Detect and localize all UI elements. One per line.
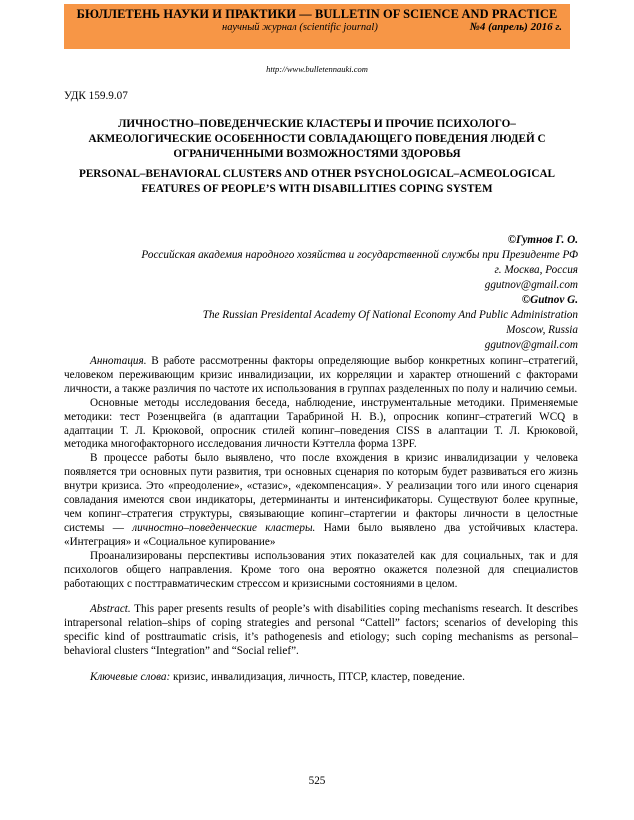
abstract-en-paragraph	[64, 603, 578, 659]
article-body	[64, 355, 578, 685]
author-city-en: Moscow, Russia	[506, 324, 578, 336]
results-italic: личностно–поведенческие кластеры.	[132, 521, 316, 534]
page-number: 525	[308, 775, 326, 787]
issue-number: №4 (апрель) 2016 г.	[469, 21, 562, 33]
abstract-ru-paragraph	[64, 355, 578, 397]
keywords-text: кризис, инвалидизация, личность, ПТСР, кластер, поведение.	[170, 671, 465, 684]
author-email-en[interactable]: ggutnov@gmail.com	[484, 339, 578, 351]
article-title-en: PERSONAL–BEHAVIORAL CLUSTERS AND OTHER PSYCHOLOGICAL–ACMEOLOGICAL FEATURES OF PEOPLE’S WITH DISABILLITIES COPING SYSTEM	[79, 168, 555, 195]
perspectives-paragraph: Проанализированы перспективы использования этих показателей как для социальных, так и для психологов общего направления. Кроме того она вероятно окажется полезной для специалистов работающих с посттравматическим стрессом и кризисными состояниями в целом.	[64, 549, 578, 590]
keywords-label: Ключевые слова:	[90, 671, 171, 684]
journal-header	[64, 4, 570, 49]
journal-subheader	[64, 21, 570, 35]
results-text: В процессе работы было выявлено, что после вхождения в кризис инвалидизации у человека появляется три основных пути развития, три основных сценария по которым будет развиваться его жизнь внутри кризиса. Это «преодоление», «стазис», «декомпенсация». У реализации того или иного сценария совладания имеются свои индикаторы, детерминанты и интенсификаторы. Существуют более крупные, чем копинг–стратегия структуры, связывающие копинг–стартегии и факторы личности в целостные системы —	[64, 452, 578, 534]
methods-paragraph: Основные методы исследования беседа, наблюдение, инструментальные методики. Применяемые методики: тест Розенцвейга (в адаптации Тарабриной Н. В.), опросник копинг–стратегий WCQ в адаптации Т. Л. Крюковой, опросник стилей копинг–поведения CISS в алаптации Т. Л. Крюковой, методика многофакторного исследования личности Кэттелла форма 13PF.	[64, 396, 578, 451]
author-name-en: ©Gutnov G.	[521, 294, 578, 306]
udk-code: УДК 159.9.07	[64, 90, 128, 102]
author-affiliation-en: The Russian Presidental Academy Of National Economy And Public Administration	[202, 309, 578, 321]
abstract-en-text: This paper presents results of people’s with disabilities coping mechanisms research. It describes intrapersonal relation–ships of coping strategies and personal “Cattell” factors; scenarios of developing this specific kind of posttraumatic crisis, it’s pathogenesis and etiology; such coping mechanisms as personal–behavioral clusters “Integration” and “Social relief”.	[64, 603, 578, 658]
author-email-ru[interactable]: ggutnov@gmail.com	[484, 279, 578, 291]
journal-type: научный журнал (scientific journal)	[222, 22, 378, 33]
author-name-ru: ©Гутнов Г. О.	[507, 234, 578, 246]
abstract-en-label: Abstract.	[90, 603, 131, 616]
author-affiliation-ru: Российская академия народного хозяйства и государственной службы при Президенте РФ	[141, 249, 578, 261]
results-paragraph	[64, 452, 578, 549]
abstract-ru-text: В работе рассмотренны факторы определяющие выбор конкретных копинг–стратегий, человеком переживающим кризис инвалидизации, их корреляции и характер отношений с факторами личности, а также различия по частоте их использования в группах разделенных по полу и наличию семьи.	[64, 355, 578, 395]
author-city-ru: г. Москва, Россия	[494, 264, 578, 276]
journal-title: БЮЛЛЕТЕНЬ НАУКИ И ПРАКТИКИ — BULLETIN OF SCIENCE AND PRACTICE	[76, 7, 558, 21]
author-block	[64, 233, 578, 353]
results-end: Нами было выявлено два устойчивых кластера. «Интеграция» и «Социальное купирование»	[64, 521, 579, 548]
abstract-ru-label: Аннотация.	[90, 355, 147, 367]
journal-url[interactable]: http://www.bulletennauki.com	[266, 64, 368, 74]
keywords-paragraph	[64, 671, 578, 685]
article-title-ru: ЛИЧНОСТНО–ПОВЕДЕНЧЕСКИЕ КЛАСТЕРЫ И ПРОЧИЕ ПСИХОЛОГО–АКМЕОЛОГИЧЕСКИЕ ОСОБЕННОСТИ СОВЛАДАЮЩЕГО ПОВЕДЕНИЯ ЛЮДЕЙ С ОГРАНИЧЕННЫМИ ВОЗМОЖНОСТЯМИ ЗДОРОВЬЯ	[88, 118, 546, 160]
